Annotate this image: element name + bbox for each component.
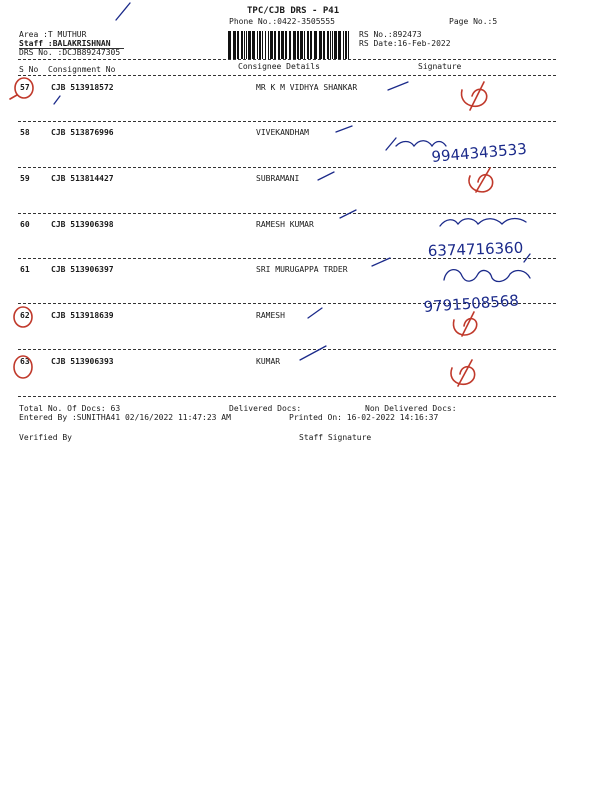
barcode-bar bbox=[289, 31, 291, 59]
staff-name: Staff :BALAKRISHNAN bbox=[19, 39, 111, 48]
barcode-bar bbox=[338, 31, 341, 59]
row-consignee: MR K M VIDHYA SHANKAR bbox=[256, 83, 358, 92]
tick-mark bbox=[372, 258, 390, 266]
barcode-bar bbox=[281, 31, 284, 59]
row-sno: 60 bbox=[20, 220, 30, 229]
tick-mark bbox=[340, 210, 356, 218]
rs-number: RS No.:892473 bbox=[359, 30, 422, 39]
row-consignment: CJB 513906398 bbox=[51, 220, 114, 229]
barcode-bar bbox=[262, 31, 263, 59]
rs-date: RS Date:16-Feb-2022 bbox=[359, 39, 451, 48]
barcode bbox=[228, 31, 350, 59]
barcode-bar bbox=[268, 31, 269, 59]
barcode-bar bbox=[314, 31, 317, 59]
barcode-bar bbox=[252, 31, 255, 59]
total-docs: Total No. Of Docs: 63 bbox=[19, 404, 121, 413]
verified-by: Verified By bbox=[19, 433, 72, 442]
blue-signature bbox=[386, 138, 446, 150]
barcode-bar bbox=[343, 31, 344, 59]
col-signature: Signature bbox=[418, 62, 462, 71]
row-consignment: CJB 513906397 bbox=[51, 265, 114, 274]
barcode-bar bbox=[278, 31, 280, 59]
row-sno: 63 bbox=[20, 357, 30, 366]
tick-mark bbox=[336, 126, 352, 132]
barcode-bar bbox=[285, 31, 287, 59]
barcode-bar bbox=[244, 31, 245, 59]
barcode-bar bbox=[259, 31, 261, 59]
row-consignment: CJB 513906393 bbox=[51, 357, 114, 366]
document-title: TPC/CJB DRS - P41 bbox=[247, 6, 340, 16]
row-consignment: CJB 513814427 bbox=[51, 174, 114, 183]
phone-number: Phone No.:0422-3505555 bbox=[229, 17, 335, 26]
red-signature bbox=[453, 312, 476, 336]
blue-signature bbox=[440, 219, 526, 227]
divider bbox=[18, 75, 556, 76]
barcode-bar bbox=[246, 31, 247, 59]
row-divider bbox=[18, 121, 556, 122]
barcode-bar bbox=[348, 31, 349, 59]
row-divider bbox=[18, 303, 556, 304]
row-divider bbox=[18, 213, 556, 214]
area-label: Area :T MUTHUR bbox=[19, 30, 87, 39]
barcode-bar bbox=[257, 31, 258, 59]
non-delivered-docs: Non Delivered Docs: bbox=[365, 404, 457, 413]
row-consignment: CJB 513918572 bbox=[51, 83, 114, 92]
red-signature bbox=[469, 168, 493, 192]
barcode-bar bbox=[332, 31, 333, 59]
barcode-bar bbox=[241, 31, 243, 59]
red-circle-mark bbox=[10, 95, 17, 99]
red-signature bbox=[462, 82, 487, 110]
row-sno: 61 bbox=[20, 265, 30, 274]
barcode-bar bbox=[323, 31, 325, 59]
barcode-bar bbox=[330, 31, 331, 59]
row-divider bbox=[18, 258, 556, 259]
row-consignee: KUMAR bbox=[256, 357, 281, 366]
barcode-bar bbox=[319, 31, 322, 59]
barcode-bar bbox=[304, 31, 305, 59]
entered-by: Entered By :SUNITHA41 02/16/2022 11:47:23 AM bbox=[19, 413, 231, 422]
barcode-bar bbox=[300, 31, 303, 59]
row-divider bbox=[18, 167, 556, 168]
row-sno: 57 bbox=[20, 83, 30, 92]
barcode-bar bbox=[265, 31, 266, 59]
staff-underline bbox=[19, 48, 124, 49]
pen-stroke bbox=[54, 96, 60, 104]
row-sno: 58 bbox=[20, 128, 30, 137]
handwritten-phone: 6374716360 bbox=[427, 238, 524, 260]
barcode-bar bbox=[228, 31, 231, 59]
row-sno: 62 bbox=[20, 311, 30, 320]
barcode-bar bbox=[297, 31, 299, 59]
row-divider bbox=[18, 349, 556, 350]
barcode-bar bbox=[307, 31, 309, 59]
row-consignment: CJB 513918639 bbox=[51, 311, 114, 320]
printed-on: Printed On: 16-02-2022 14:16:37 bbox=[289, 413, 439, 422]
handwritten-phone: 9791508568 bbox=[423, 291, 520, 316]
tick-mark bbox=[308, 308, 322, 318]
row-consignee: RAMESH bbox=[256, 311, 285, 320]
barcode-bar bbox=[233, 31, 236, 59]
staff-signature-label: Staff Signature bbox=[299, 433, 372, 442]
barcode-bar bbox=[270, 31, 273, 59]
row-divider bbox=[18, 396, 556, 397]
barcode-bar bbox=[345, 31, 347, 59]
row-consignee: VIVEKANDHAM bbox=[256, 128, 309, 137]
row-consignee: RAMESH KUMAR bbox=[256, 220, 314, 229]
row-consignment: CJB 513876996 bbox=[51, 128, 114, 137]
barcode-bar bbox=[274, 31, 276, 59]
row-sno: 59 bbox=[20, 174, 30, 183]
col-consignment: Consignment No bbox=[48, 65, 116, 74]
barcode-bar bbox=[293, 31, 296, 59]
barcode-bar bbox=[327, 31, 329, 59]
barcode-bar bbox=[334, 31, 337, 59]
red-signature bbox=[451, 360, 475, 386]
col-consignee: Consignee Details bbox=[238, 62, 320, 71]
delivered-docs: Delivered Docs: bbox=[229, 404, 302, 413]
row-consignee: SUBRAMANI bbox=[256, 174, 300, 183]
tick-mark bbox=[318, 172, 334, 180]
col-sno: S No bbox=[19, 65, 39, 74]
divider bbox=[18, 59, 556, 60]
page-number: Page No.:5 bbox=[449, 17, 498, 26]
drs-number: DRS No. :DCJB89247305 bbox=[19, 48, 121, 57]
pen-stroke bbox=[116, 3, 130, 20]
handwritten-phone: 9944343533 bbox=[430, 139, 528, 166]
barcode-bar bbox=[248, 31, 251, 59]
barcode-bar bbox=[237, 31, 239, 59]
tick-mark bbox=[388, 82, 408, 90]
barcode-bar bbox=[310, 31, 312, 59]
row-consignee: SRI MURUGAPPA TRDER bbox=[256, 265, 348, 274]
